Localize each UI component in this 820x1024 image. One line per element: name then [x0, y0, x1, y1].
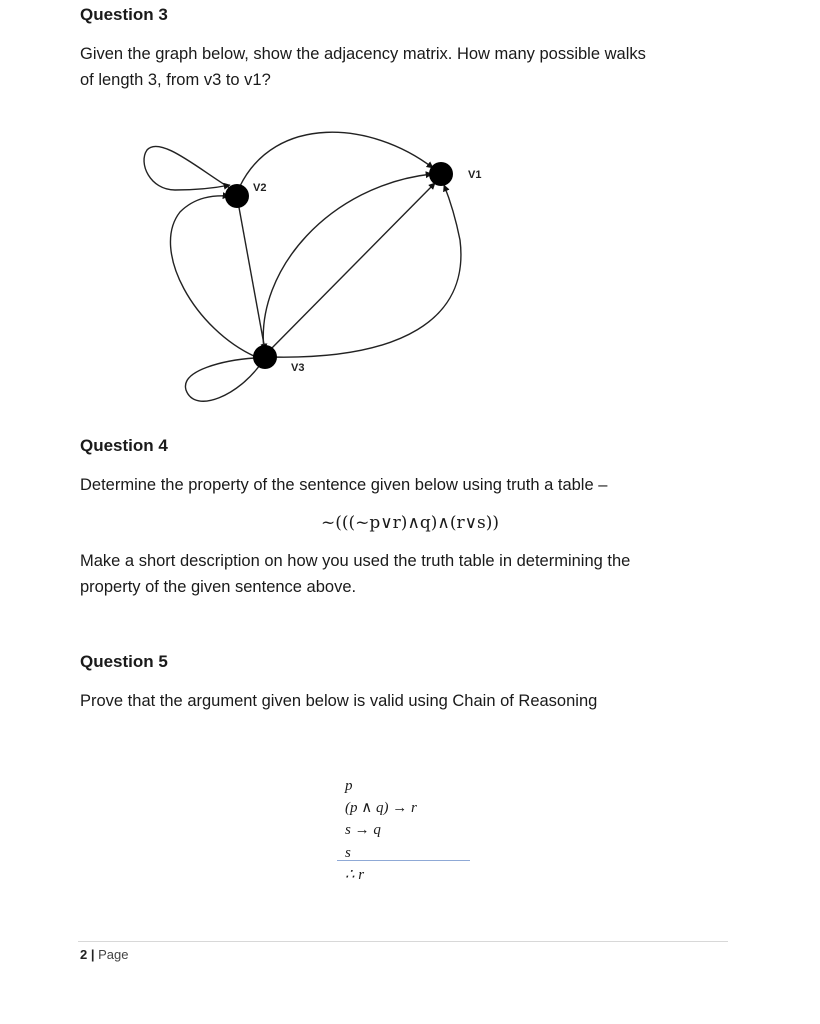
question-4-text: Determine the property of the sentence given below using truth a table – — [80, 476, 608, 494]
question-3-line-2: of length 3, from v3 to v1? — [80, 71, 271, 89]
argument-premise-4: s — [345, 845, 351, 861]
edge-v3-loop — [185, 358, 262, 401]
edge-v3-v1-straight — [268, 183, 435, 352]
argument-conclusion: ∴ r — [345, 867, 365, 883]
edge-v3-v1-right — [270, 185, 461, 357]
vertex-v1-label: V1 — [468, 169, 482, 181]
question-4-heading: Question 4 — [80, 436, 168, 455]
edge-v2-loop — [144, 146, 230, 190]
question-5-heading: Question 5 — [80, 652, 168, 671]
edge-v3-v2 — [170, 196, 256, 357]
footer-rule — [78, 941, 728, 942]
vertex-v2 — [225, 184, 249, 208]
vertex-v3-label: V3 — [291, 362, 305, 374]
edge-v2-v1 — [240, 132, 433, 186]
page-label: Page — [98, 947, 129, 962]
graph-diagram — [0, 0, 820, 430]
question-4-formula: ~(((~p∨r)∧q)∧(r∨s)) — [320, 513, 500, 533]
edge-v2-v3 — [238, 202, 265, 350]
vertex-v2-label: V2 — [253, 182, 267, 194]
argument-divider — [337, 860, 470, 861]
question-3-line-1: Given the graph below, show the adjacency matrix. How many possible walks — [80, 45, 646, 63]
argument-premise-1: p — [345, 778, 353, 794]
question-4-description — [80, 548, 740, 600]
question-4-desc-line-2: property of the given sentence above. — [80, 578, 357, 596]
footer-separator: | — [90, 947, 95, 962]
argument-premise-2: (p ∧ q) → r — [345, 800, 417, 816]
vertex-v1 — [429, 162, 453, 186]
argument-premise-3: s → q — [345, 822, 381, 838]
page-footer — [80, 947, 129, 962]
question-3-heading: Question 3 — [80, 5, 168, 24]
vertex-v3 — [253, 345, 277, 369]
page-number: 2 — [80, 947, 88, 962]
question-5-text: Prove that the argument given below is valid using Chain of Reasoning — [80, 692, 598, 710]
question-4-desc-line-1: Make a short description on how you used the truth table in determining the — [80, 552, 631, 570]
edge-v3-v1-curve — [263, 174, 432, 350]
